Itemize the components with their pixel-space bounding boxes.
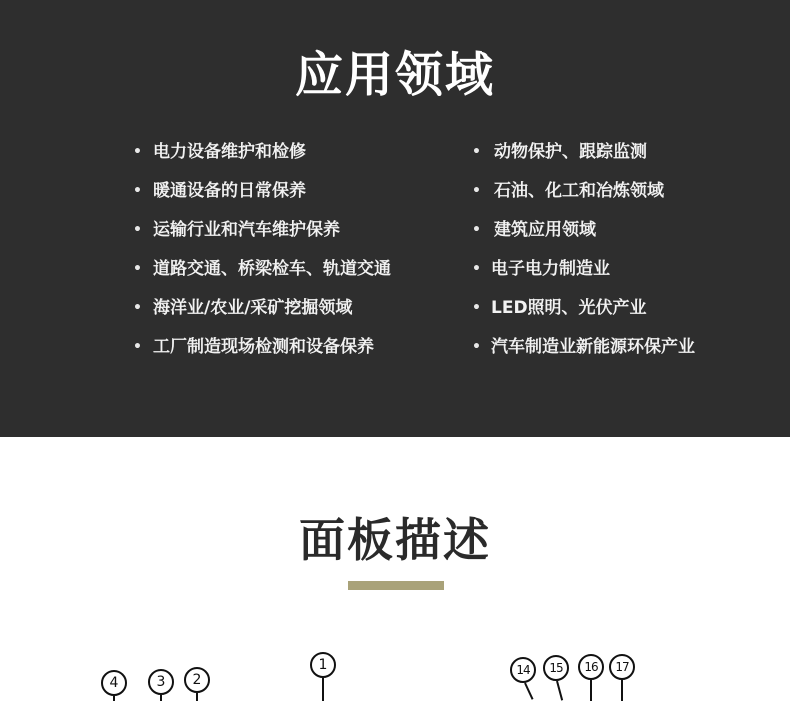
list-item-text: 石油、化工和冶炼领域 xyxy=(494,181,664,201)
callout-marker: 15 xyxy=(543,655,569,681)
leader-line xyxy=(524,683,533,700)
bullet-icon: • xyxy=(472,300,481,316)
list-item-text: 电子电力制造业 xyxy=(491,259,610,279)
bullet-icon: • xyxy=(472,339,481,355)
list-item-text: 运输行业和汽车维护保养 xyxy=(153,220,340,240)
bullet-icon: • xyxy=(133,300,142,316)
leader-line xyxy=(196,693,198,701)
leader-line xyxy=(590,680,592,701)
bullet-icon: • xyxy=(133,261,142,277)
bullet-icon: • xyxy=(472,183,481,199)
list-item-text: 动物保护、跟踪监测 xyxy=(494,142,647,162)
leader-line xyxy=(160,695,162,701)
bullet-icon: • xyxy=(472,144,481,160)
title-accent-bar xyxy=(348,581,444,590)
callout-marker: 3 xyxy=(148,669,174,695)
leader-line xyxy=(322,678,324,701)
bullet-icon: • xyxy=(133,339,142,355)
panel-description-title: 面板描述 xyxy=(299,513,491,567)
callout-marker: 1 xyxy=(310,652,336,678)
callout-marker: 4 xyxy=(101,670,127,696)
list-item-text: 工厂制造现场检测和设备保养 xyxy=(153,337,374,357)
list-item-text: 汽车制造业新能源环保产业 xyxy=(491,337,695,357)
callout-marker: 17 xyxy=(609,654,635,680)
callout-marker: 14 xyxy=(510,657,536,683)
list-item-text: 海洋业/农业/采矿挖掘领域 xyxy=(153,298,353,318)
callout-marker: 16 xyxy=(578,654,604,680)
applications-title: 应用领域 xyxy=(294,47,495,103)
bullet-icon: • xyxy=(472,261,481,277)
bullet-icon: • xyxy=(133,222,142,238)
list-item-text: 建筑应用领域 xyxy=(494,220,596,240)
leader-line xyxy=(621,680,623,701)
bullet-icon: • xyxy=(133,144,142,160)
list-item-text: 电力设备维护和检修 xyxy=(153,142,306,162)
leader-line xyxy=(113,696,115,701)
list-item-text: 暖通设备的日常保养 xyxy=(153,181,306,201)
bullet-icon: • xyxy=(133,183,142,199)
bullet-icon: • xyxy=(472,222,481,238)
list-item-text: LED照明、光伏产业 xyxy=(491,298,647,318)
leader-line xyxy=(556,681,563,701)
callout-marker: 2 xyxy=(184,667,210,693)
list-item-text: 道路交通、桥梁检车、轨道交通 xyxy=(153,259,391,279)
